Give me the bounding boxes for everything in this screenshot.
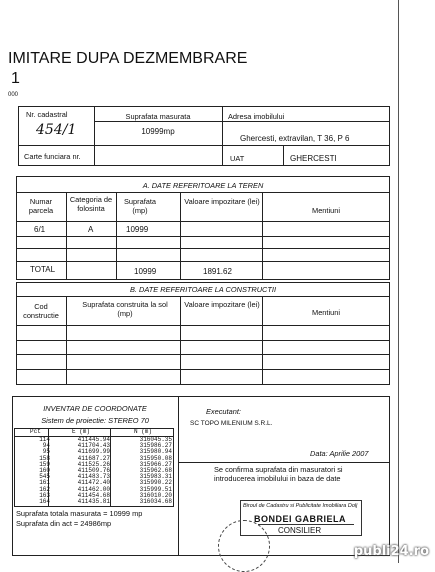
suprafata-label: Suprafata masurata: [125, 112, 191, 121]
coord-pct: 163: [39, 491, 50, 499]
carte-funciara-label: Carte funciara nr.: [24, 152, 81, 161]
coord-n: 315950.08: [139, 454, 172, 462]
coord-e: 411525.26: [77, 460, 110, 468]
coord-e: 411462.00: [77, 485, 110, 493]
col-suprafata-constructie: Suprafata construita la sol (mp): [82, 300, 168, 318]
adresa-label: Adresa imobilului: [228, 112, 285, 121]
constr-vline-2: [180, 296, 181, 385]
coord-n: 316034.68: [139, 497, 172, 505]
coord-n: 315986.27: [139, 442, 172, 450]
stamp-underline: [258, 524, 354, 525]
coord-n: 315983.31: [139, 473, 172, 481]
info-hline-2: [18, 145, 390, 146]
executant-date: Data: Aprilie 2007: [310, 449, 369, 458]
uat-value: GHERCESTI: [290, 154, 337, 163]
coord-pct: 162: [39, 485, 50, 493]
constr-hline-title: [16, 296, 390, 297]
watermark: publi24.ro: [353, 544, 429, 559]
info-hline-3: [222, 121, 390, 122]
constr-vline-1: [66, 296, 67, 385]
col-mentiuni-constructie: Mentiuni: [312, 308, 340, 317]
executant-label: Executant:: [206, 407, 241, 416]
teren-vline-2: [116, 192, 117, 280]
bottom-divider: [178, 396, 179, 556]
info-divider-2: [222, 106, 223, 166]
col-categoria: Categoria de folosinta: [69, 195, 113, 213]
coord-e: 411435.81: [77, 497, 110, 505]
coord-n: 315966.27: [139, 460, 172, 468]
constructii-section-title: B. DATE REFERITOARE LA CONSTRUCTII: [129, 285, 277, 294]
coord-pct: 114: [39, 436, 50, 443]
coord-e: 411509.76: [77, 466, 110, 474]
coord-e: 411704.43: [77, 442, 110, 450]
coord-col-pct: Pct: [30, 428, 41, 435]
col-valoare: Valoare impozitare (lei): [184, 197, 260, 206]
executant-name: SC TOPO MILENIUM S.R.L.: [190, 420, 273, 427]
coord-n: 315999.51: [139, 485, 172, 493]
coord-pct: 94: [42, 442, 50, 450]
info-divider-3: [283, 145, 284, 166]
coord-e: 411472.40: [77, 479, 110, 487]
constr-hline-r1: [16, 340, 390, 341]
teren-hline-title: [16, 192, 390, 193]
row1-suprafata: 10999: [126, 225, 149, 234]
suprafata-value: 10999mp: [141, 127, 175, 136]
coord-rows: [14, 437, 174, 505]
col-mentiuni: Mentiuni: [312, 206, 340, 215]
stamp-role: CONSILIER: [278, 526, 322, 535]
nr-cadastral-value: 454/1: [36, 122, 77, 138]
teren-hline-header: [16, 221, 390, 222]
teren-vline-1: [66, 192, 67, 280]
coord-pct: 164: [39, 497, 50, 505]
round-seal: [218, 520, 270, 572]
bottom-hline-right: [178, 462, 390, 463]
coord-e: 411454.68: [77, 491, 110, 499]
coordonate-title: INVENTAR DE COORDONATE: [43, 404, 147, 413]
adresa-value: Ghercesti, extravilan, T 36, P 6: [240, 134, 350, 143]
total-suprafata: 10999: [134, 267, 157, 276]
info-hline-1: [94, 121, 222, 122]
coord-n: 315962.68: [139, 466, 172, 474]
coord-pct: 545: [39, 473, 50, 481]
page-right-border: [398, 0, 399, 563]
total-label: TOTAL: [30, 265, 56, 274]
coord-row: [14, 499, 174, 505]
coord-pct: 95: [42, 448, 50, 456]
scale-fragment: 000: [8, 92, 19, 98]
row1-parcela: 6/1: [34, 225, 46, 234]
col-suprafata: Suprafata (mp): [123, 197, 157, 215]
coord-col-e: E (m): [72, 428, 91, 435]
col-cod-constructie: Cod constructie: [23, 302, 59, 320]
col-numar-parcela: Numar parcela: [28, 197, 54, 215]
coord-n: 316010.20: [139, 491, 172, 499]
constr-hline-header: [16, 325, 390, 326]
col-valoare-constructie: Valoare impozitare (lei): [184, 300, 260, 309]
coord-e: 411445.94: [77, 436, 110, 443]
total-valoare: 1891.62: [203, 267, 232, 276]
uat-label: UAT: [230, 154, 245, 163]
teren-hline-r3: [16, 261, 390, 262]
coord-pct: 160: [39, 466, 50, 474]
confirmare-text-2: introducerea imobilului in baza de date: [214, 474, 341, 483]
teren-vline-3: [180, 192, 181, 280]
coord-col-n: N (m): [134, 428, 153, 435]
coord-pct: 159: [39, 460, 50, 468]
suprafata-act: Suprafata din act = 24986mp: [16, 519, 112, 528]
plan-number: 1: [11, 70, 20, 87]
suprafata-totala: Suprafata totala masurata = 10999 mp: [16, 509, 143, 518]
constr-hline-r3: [16, 369, 390, 370]
coord-e: 411687.27: [77, 454, 110, 462]
stamp-person: BONDEI GABRIELA: [254, 514, 347, 524]
nr-cadastral-label: Nr. cadastral: [26, 110, 68, 119]
coord-pct: 161: [39, 479, 50, 487]
coord-e: 411483.73: [77, 473, 110, 481]
confirmare-text-1: Se confirma suprafata din masuratori si: [214, 465, 343, 474]
coord-pct: 158: [39, 454, 50, 462]
constr-hline-r2: [16, 354, 390, 355]
page-title: IMITARE DUPA DEZMEMBRARE: [8, 50, 248, 67]
coord-n: 315980.94: [139, 448, 172, 456]
coordonate-sistem: Sistem de proiectie: STEREO 70: [41, 416, 149, 425]
coord-n: 316045.35: [139, 436, 172, 443]
teren-hline-r1: [16, 236, 390, 237]
teren-section-title: A. DATE REFERITOARE LA TEREN: [142, 181, 264, 190]
teren-hline-r2: [16, 248, 390, 249]
stamp-office: Biroul de Cadastru si Publicitate Imobiliara Dolj: [243, 503, 358, 509]
row1-categoria: A: [88, 225, 94, 234]
coord-n: 315990.22: [139, 479, 172, 487]
coord-e: 411699.99: [77, 448, 110, 456]
